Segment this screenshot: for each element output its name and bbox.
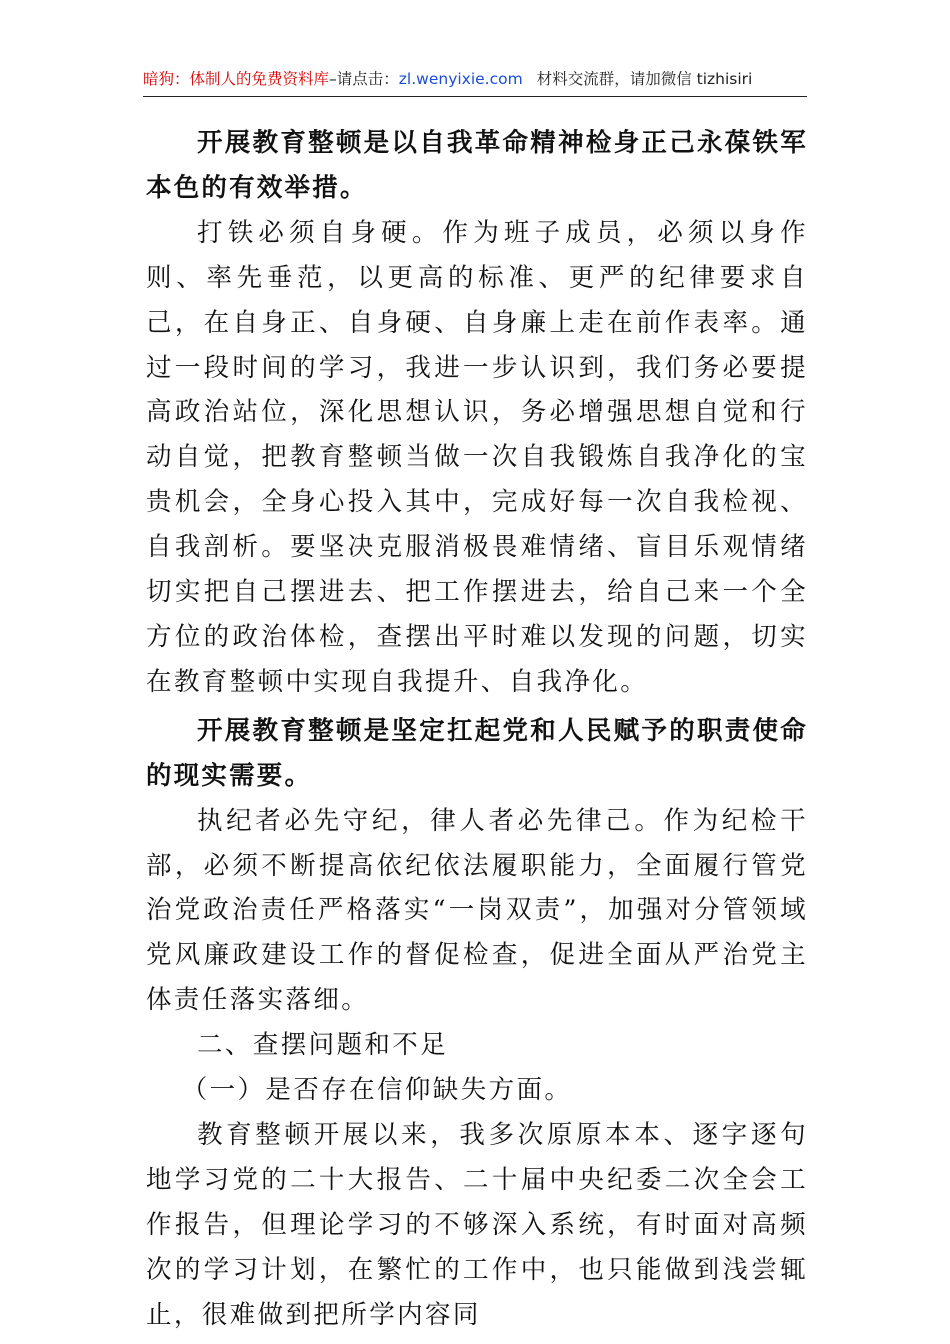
subsection-title: （一）是否存在信仰缺失方面。 — [181, 1075, 573, 1106]
header-wechat-note: 材料交流群，请加微信 tizhisiri — [536, 70, 753, 88]
header-click-prompt: –请点击： — [329, 70, 399, 88]
header-site-name: 暗狗：体制人的免费资料库 — [143, 70, 330, 88]
section-title: 二、查摆问题和不足 — [197, 1030, 449, 1061]
document-body — [146, 121, 808, 1337]
header-url-link[interactable]: zl.wenyixie.com — [398, 70, 523, 88]
body-paragraph-3: 教育整顿开展以来，我多次原原本本、逐字逐句地学习党的二十大报告、二十届中央纪委二次全会工作报告，但理论学习的不够深入系统，有时面对高频次的学习计划，在繁忙的工作中，也只能做到浅尝辄止，很难做到把所学内容同 — [146, 1119, 808, 1330]
heading-paragraph-1: 开展教育整顿是以自我革命精神检身正己永葆铁军本色的有效举措。 — [146, 128, 808, 203]
page-header — [143, 66, 807, 97]
body-paragraph-1: 打铁必须自身硬。作为班子成员，必须以身作则、率先垂范，以更高的标准、更严的纪律要求自己，在自身正、自身硬、自身廉上走在前作表率。通过一段时间的学习，我进一步认识到，我们务必要提高政治站位，深化思想认识，务必增强思想自觉和行动自觉，把教育整顿当做一次自我锻炼自我净化的宝贵机会，全身心投入其中，完成好每一次自我检视、自我剖析。要坚决克服消极畏难情绪、盲目乐观情绪切实把自己摆进去、把工作摆进去，给自己来一个全方位的政治体检，查摆出平时难以发现的问题，切实在教育整顿中实现自我提升、自我净化。 — [146, 217, 808, 697]
body-paragraph-2: 执纪者必先守纪，律人者必先律己。作为纪检干部，必须不断提高依纪依法履职能力，全面履行管党治党政治责任严格落实“一岗双责”，加强对分管领域党风廉政建设工作的督促检查，促进全面从严治党主体责任落实落细。 — [146, 805, 808, 1016]
heading-paragraph-2: 开展教育整顿是坚定扛起党和人民赋予的职责使命的现实需要。 — [146, 715, 808, 791]
